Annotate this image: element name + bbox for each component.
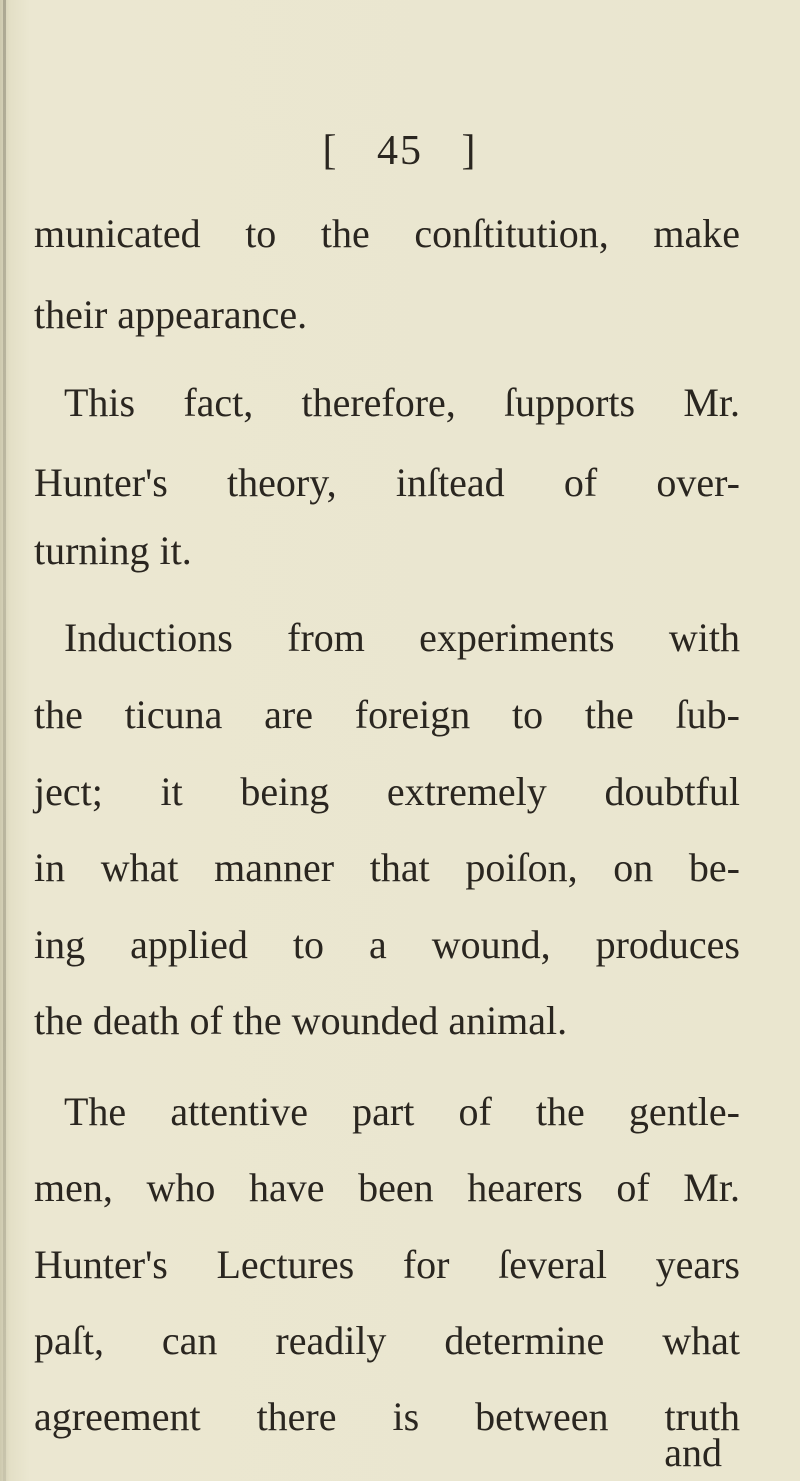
text-line: This fact, therefore, ſupports Mr. — [64, 380, 740, 425]
text-line: paſt, can readily determine what — [34, 1318, 740, 1363]
text-line: Hunter's theory, inſtead of over- — [34, 460, 740, 505]
text-line: The attentive part of the gentle- — [64, 1089, 740, 1134]
text-line: men, who have been hearers of Mr. — [34, 1165, 740, 1210]
page-number: 45 — [377, 128, 423, 174]
text-line: Inductions from experiments with — [64, 615, 740, 660]
text-line: the ticuna are foreign to the ſub- — [34, 692, 740, 737]
text-line: turning it. — [34, 528, 192, 573]
header-bracket-open: [ — [322, 128, 339, 174]
text-line: Hunter's Lectures for ſeveral years — [34, 1242, 740, 1287]
catchword: and — [664, 1430, 722, 1475]
page-header — [0, 126, 800, 176]
page-gutter — [3, 0, 6, 1481]
header-bracket-close: ] — [461, 128, 478, 174]
text-line: ing applied to a wound, produces — [34, 922, 740, 967]
text-line: the death of the wounded animal. — [34, 998, 568, 1043]
text-line: agreement there is between truth — [34, 1394, 740, 1439]
text-line: their appearance. — [34, 292, 308, 337]
text-line: ject; it being extremely doubtful — [34, 769, 740, 814]
text-line: municated to the conſtitution, make — [34, 211, 740, 256]
text-line: in what manner that poiſon, on be- — [34, 845, 740, 890]
